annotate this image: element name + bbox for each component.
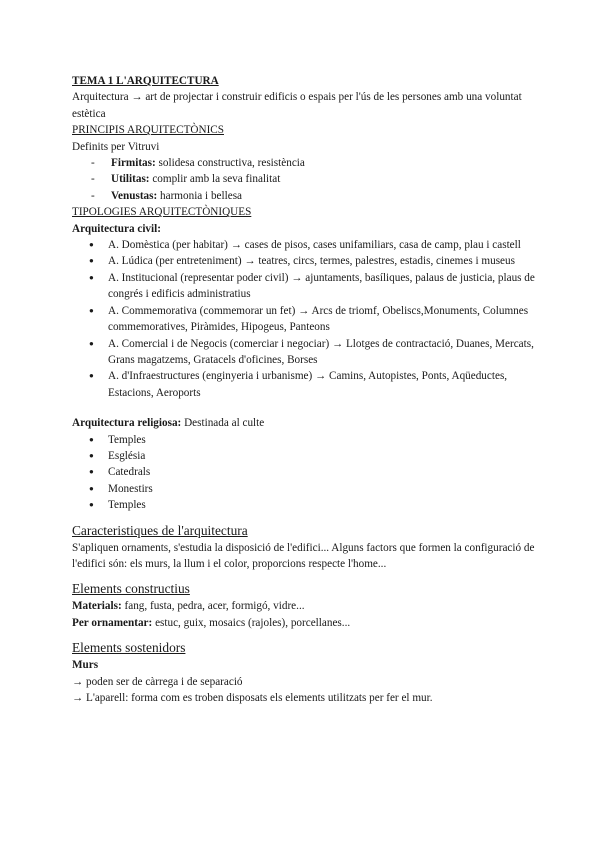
- list-item: ● A. d'Infraestructures (enginyeria i urbanisme) → Camins, Autopistes, Ponts, Aqüeductes, Estacions, Aeroports: [89, 368, 542, 401]
- materials-line: [72, 598, 542, 614]
- list-item: ● A. Institucional (representar poder civil) → ajuntaments, basíliques, palaus de justicia, plaus de congrés i edificis administratius: [89, 270, 542, 303]
- constructius-heading: Elements constructius: [72, 581, 190, 597]
- term-utilitas: Utilitas:: [111, 173, 150, 186]
- term-desc: harmonia i bellesa: [157, 189, 243, 202]
- materials-label: Materials:: [72, 600, 122, 613]
- list-item: [91, 155, 542, 171]
- list-item: ● A. Lúdica (per entreteniment) → teatres, circs, termes, palestres, estadis, cinemes i museus: [89, 253, 542, 269]
- document-page: [72, 73, 542, 706]
- term-venustas: Venustas:: [111, 189, 158, 202]
- spacer: [72, 514, 542, 522]
- list-item: [91, 171, 542, 187]
- principis-heading: PRINCIPIS ARQUITECTÒNICS: [72, 124, 224, 137]
- list-item: ● Catedrals: [89, 464, 542, 480]
- list-item: ● Temples: [89, 432, 542, 448]
- term-desc: solidesa constructiva, resistència: [155, 157, 305, 170]
- tipologies-heading: TIPOLOGIES ARQUITECTÒNIQUES: [72, 206, 252, 219]
- murs-item: → L'aparell: forma com es troben disposats els elements utilitzats per fer el mur.: [72, 692, 433, 704]
- list-item: ● Temples: [89, 497, 542, 513]
- term-desc: complir amb la seva finalitat: [149, 173, 281, 186]
- list-item: [91, 188, 542, 204]
- materials-text: fang, fusta, pedra, acer, formigó, vidre...: [121, 600, 305, 613]
- list-item: ● A. Domèstica (per habitar) → cases de pisos, cases unifamiliars, casa de camp, plau i castell: [89, 237, 542, 253]
- caracteristiques-heading: Caracteristiques de l'arquitectura: [72, 522, 248, 538]
- spacer: [72, 631, 542, 639]
- civil-heading: Arquitectura civil:: [72, 222, 161, 235]
- list-item: ● A. Commemorativa (commemorar un fet) → Arcs de triomf, Obeliscs,Monuments, Columnes commemoratives, Piràmides, Hipogeus, Panteons: [89, 303, 542, 336]
- religiosa-list: [72, 432, 542, 514]
- intro-text: Arquitectura → art de projectar i construir edificis o espais per l'ús de les persones amb una voluntat estètica: [72, 91, 522, 120]
- religiosa-desc: Destinada al culte: [181, 417, 265, 430]
- principis-list: [72, 155, 542, 204]
- ornamentar-line: [72, 615, 542, 631]
- list-item: ● Monestirs: [89, 481, 542, 497]
- doc-title: TEMA 1 L'ARQUITECTURA: [72, 75, 219, 87]
- religiosa-line: [72, 415, 542, 431]
- ornamentar-text: estuc, guix, mosaics (rajoles), porcellanes...: [152, 616, 351, 629]
- spacer: [72, 572, 542, 580]
- principis-subtitle: Definits per Vitruvi: [72, 140, 160, 153]
- sostenidors-heading: Elements sostenidors: [72, 640, 186, 656]
- term-firmitas: Firmitas:: [111, 157, 156, 170]
- murs-heading: Murs: [72, 659, 99, 672]
- list-item: ● Església: [89, 448, 542, 464]
- caracteristiques-text: S'apliquen ornaments, s'estudia la disposició de l'edifici... Alguns factors que formen la configuració de l'edifici són: els murs, la llum i el color, proporcions respecte l'home...: [72, 541, 535, 570]
- ornamentar-label: Per ornamentar:: [72, 616, 153, 629]
- murs-item: → poden ser de càrrega i de separació: [72, 675, 243, 688]
- spacer: [72, 401, 542, 415]
- list-item: ● A. Comercial i de Negocis (comerciar i negociar) → Llotges de contractació, Duanes, Mercats, Grans magatzems, Gratacels d'oficines, Borses: [89, 336, 542, 369]
- religiosa-heading: Arquitectura religiosa:: [72, 417, 182, 430]
- civil-list: [72, 237, 542, 401]
